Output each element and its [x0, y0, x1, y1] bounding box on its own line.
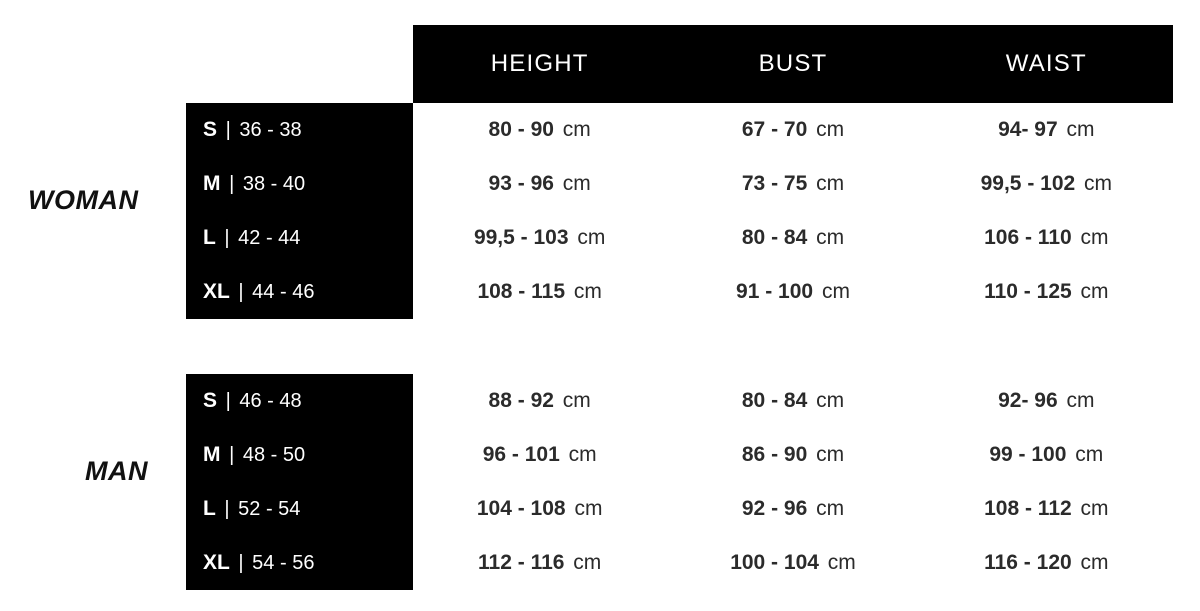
table-row [186, 265, 1173, 319]
waist-value: 92- 96 [998, 389, 1058, 412]
table-header-row [413, 25, 1173, 103]
waist-value: 106 - 110 [984, 226, 1072, 249]
size-eu: 38 - 40 [242, 173, 306, 195]
size-separator: | [225, 390, 231, 412]
waist-cell [920, 443, 1173, 467]
height-cell [413, 497, 666, 521]
waist-unit: cm [1084, 172, 1113, 195]
table-row [186, 428, 1173, 482]
height-value: 80 - 90 [488, 118, 554, 141]
height-value: 88 - 92 [488, 389, 554, 412]
waist-unit: cm [1080, 497, 1109, 520]
height-cell [413, 118, 666, 142]
height-value: 99,5 - 103 [473, 226, 569, 249]
size-cell [186, 118, 413, 142]
size-name: M [203, 443, 221, 466]
size-eu: 42 - 44 [238, 227, 301, 249]
waist-cell [920, 389, 1173, 413]
bust-value: 91 - 100 [736, 280, 814, 303]
height-cell [413, 443, 666, 467]
waist-unit: cm [1075, 443, 1104, 466]
height-unit: cm [562, 118, 591, 141]
waist-unit: cm [1066, 118, 1095, 141]
height-unit: cm [562, 172, 591, 195]
column-header-bust: BUST [758, 50, 828, 77]
waist-value: 116 - 120 [984, 551, 1072, 574]
bust-cell [666, 226, 919, 250]
size-eu: 52 - 54 [238, 498, 301, 520]
size-separator: | [229, 173, 235, 195]
table-row [186, 374, 1173, 428]
table-row [186, 157, 1173, 211]
waist-value: 110 - 125 [984, 280, 1072, 303]
height-cell [413, 551, 666, 575]
size-separator: | [229, 444, 235, 466]
size-name: XL [203, 280, 230, 303]
bust-unit: cm [821, 280, 850, 303]
bust-cell [666, 280, 919, 304]
size-separator: | [238, 281, 244, 303]
size-eu: 46 - 48 [239, 390, 302, 412]
bust-unit: cm [816, 497, 845, 520]
bust-cell [666, 497, 919, 521]
size-separator: | [238, 552, 244, 574]
size-eu: 36 - 38 [239, 119, 302, 141]
bust-value: 67 - 70 [741, 118, 808, 141]
size-cell [186, 172, 413, 196]
waist-value: 99 - 100 [989, 443, 1067, 466]
bust-unit: cm [827, 551, 856, 574]
table-row [186, 103, 1173, 157]
waist-unit: cm [1080, 226, 1109, 249]
height-unit: cm [573, 551, 602, 574]
bust-value: 100 - 104 [730, 551, 819, 574]
height-value: 112 - 116 [478, 551, 565, 574]
bust-unit: cm [816, 443, 845, 466]
bust-unit: cm [816, 389, 845, 412]
height-value: 96 - 101 [482, 443, 560, 466]
waist-cell [920, 226, 1173, 250]
waist-unit: cm [1080, 551, 1109, 574]
size-name: S [203, 118, 218, 141]
bust-value: 73 - 75 [741, 172, 808, 195]
waist-unit: cm [1066, 389, 1095, 412]
bust-cell [666, 172, 919, 196]
height-cell [413, 226, 666, 250]
size-eu: 48 - 50 [242, 444, 306, 466]
group-label-woman: WOMAN [28, 185, 139, 215]
size-cell [186, 443, 413, 467]
column-header-height: HEIGHT [490, 50, 589, 77]
waist-cell [920, 497, 1173, 521]
height-unit: cm [562, 389, 591, 412]
size-cell [186, 389, 413, 413]
size-name: S [203, 389, 218, 412]
height-cell [413, 172, 666, 196]
height-value: 108 - 115 [477, 280, 566, 303]
bust-unit: cm [816, 172, 845, 195]
size-name: XL [203, 551, 230, 574]
waist-value: 99,5 - 102 [980, 172, 1076, 195]
size-separator: | [225, 119, 231, 141]
size-cell [186, 551, 413, 575]
size-eu: 54 - 56 [252, 552, 315, 574]
bust-unit: cm [816, 226, 845, 249]
waist-cell [920, 280, 1173, 304]
height-cell [413, 280, 666, 304]
bust-cell [666, 118, 919, 142]
waist-unit: cm [1080, 280, 1109, 303]
column-header-waist: WAIST [1005, 50, 1087, 77]
table-row [186, 211, 1173, 265]
height-value: 93 - 96 [488, 172, 554, 195]
waist-value: 108 - 112 [984, 497, 1072, 520]
height-unit: cm [574, 497, 603, 520]
size-cell [186, 497, 413, 521]
table-row [186, 482, 1173, 536]
bust-value: 80 - 84 [741, 226, 808, 249]
size-cell [186, 280, 413, 304]
size-name: M [203, 172, 221, 195]
table-row [186, 536, 1173, 590]
size-name: L [203, 497, 216, 520]
height-value: 104 - 108 [476, 497, 566, 520]
waist-value: 94- 97 [998, 118, 1058, 141]
height-unit: cm [577, 226, 606, 249]
size-separator: | [224, 227, 230, 249]
bust-value: 92 - 96 [741, 497, 808, 520]
size-eu: 44 - 46 [252, 281, 315, 303]
size-cell [186, 226, 413, 250]
size-separator: | [224, 498, 230, 520]
bust-unit: cm [816, 118, 845, 141]
waist-cell [920, 118, 1173, 142]
bust-cell [666, 443, 919, 467]
height-cell [413, 389, 666, 413]
group-label-man: MAN [85, 456, 148, 486]
bust-value: 80 - 84 [741, 389, 808, 412]
height-unit: cm [568, 443, 597, 466]
bust-value: 86 - 90 [741, 443, 808, 466]
size-name: L [203, 226, 216, 249]
bust-cell [666, 551, 919, 575]
waist-cell [920, 551, 1173, 575]
height-unit: cm [573, 280, 602, 303]
bust-cell [666, 389, 919, 413]
waist-cell [920, 172, 1173, 196]
